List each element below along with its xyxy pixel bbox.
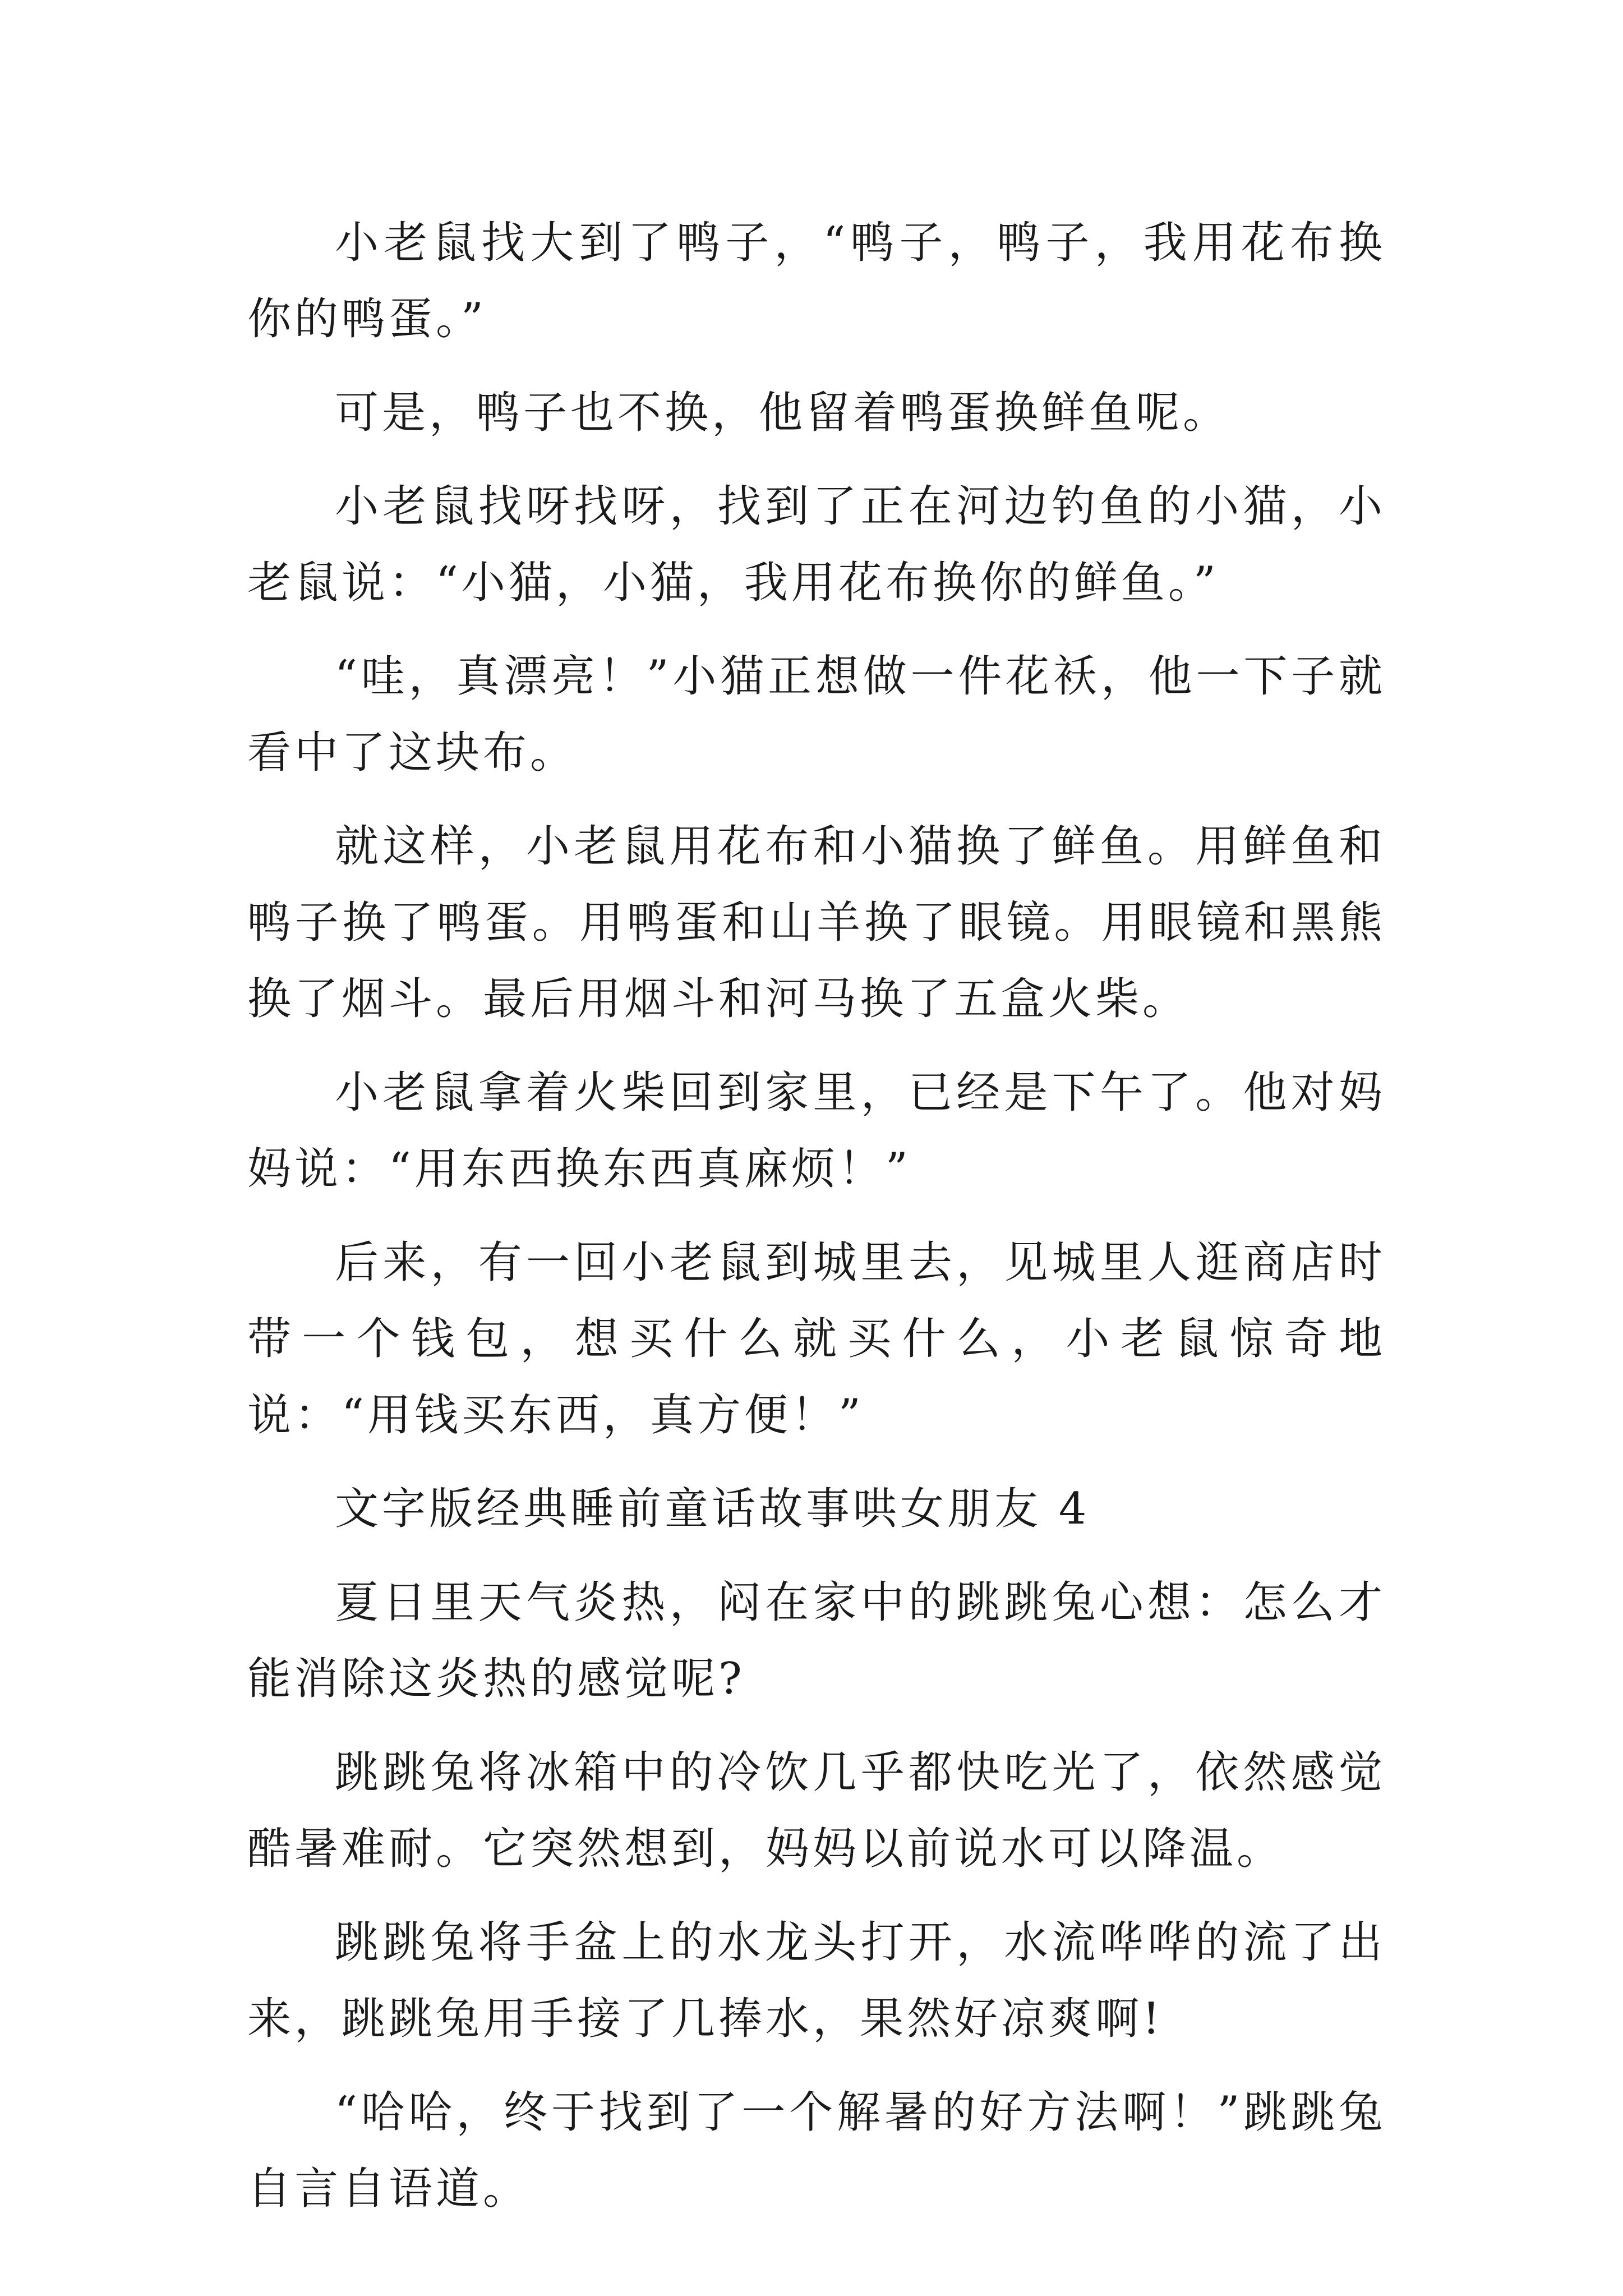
paragraph: 后来，有一回小老鼠到城里去，见城里人逛商店时带一个钱包，想买什么就买什么，小老鼠惊奇地说：“用钱买东西，真方便！” (247, 1237, 1386, 1441)
paragraph: 小老鼠拿着火柴回到家里，已经是下午了。他对妈妈说：“用东西换东西真麻烦！” (247, 1068, 1386, 1194)
paragraph: 跳跳兔将冰箱中的冷饮几乎都快吃光了，依然感觉酷暑难耐。它突然想到，妈妈以前说水可以降温。 (247, 1747, 1386, 1874)
document-body (247, 205, 1386, 2244)
paragraph: 跳跳兔将手盆上的水龙头打开，水流哗哗的流了出来，跳跳兔用手接了几捧水，果然好凉爽啊! (247, 1917, 1386, 2044)
paragraph: “哇，真漂亮！”小猫正想做一件花袄，他一下子就看中了这块布。 (247, 651, 1386, 778)
paragraph: 可是，鸭子也不换，他留着鸭蛋换鲜鱼呢。 (335, 388, 1230, 438)
paragraph: 就这样，小老鼠用花布和小猫换了鲜鱼。用鲜鱼和鸭子换了鸭蛋。用鸭蛋和山羊换了眼镜。用眼镜和黑熊换了烟斗。最后用烟斗和河马换了五盒火柴。 (247, 821, 1386, 1024)
paragraph: 小老鼠找呀找呀，找到了正在河边钓鱼的小猫，小老鼠说：“小猫，小猫，我用花布换你的鲜鱼。” (247, 481, 1386, 608)
paragraph: 小老鼠找大到了鸭子，“鸭子，鸭子，我用花布换你的鸭蛋。” (247, 218, 1386, 344)
section-heading: 文字版经典睡前童话故事哄女朋友 4 (335, 1484, 1090, 1534)
paragraph: “哈哈，终于找到了一个解暑的好方法啊！”跳跳兔自言自语道。 (247, 2087, 1386, 2214)
paragraph: 夏日里天气炎热，闷在家中的跳跳兔心想：怎么才能消除这炎热的感觉呢? (247, 1577, 1386, 1704)
